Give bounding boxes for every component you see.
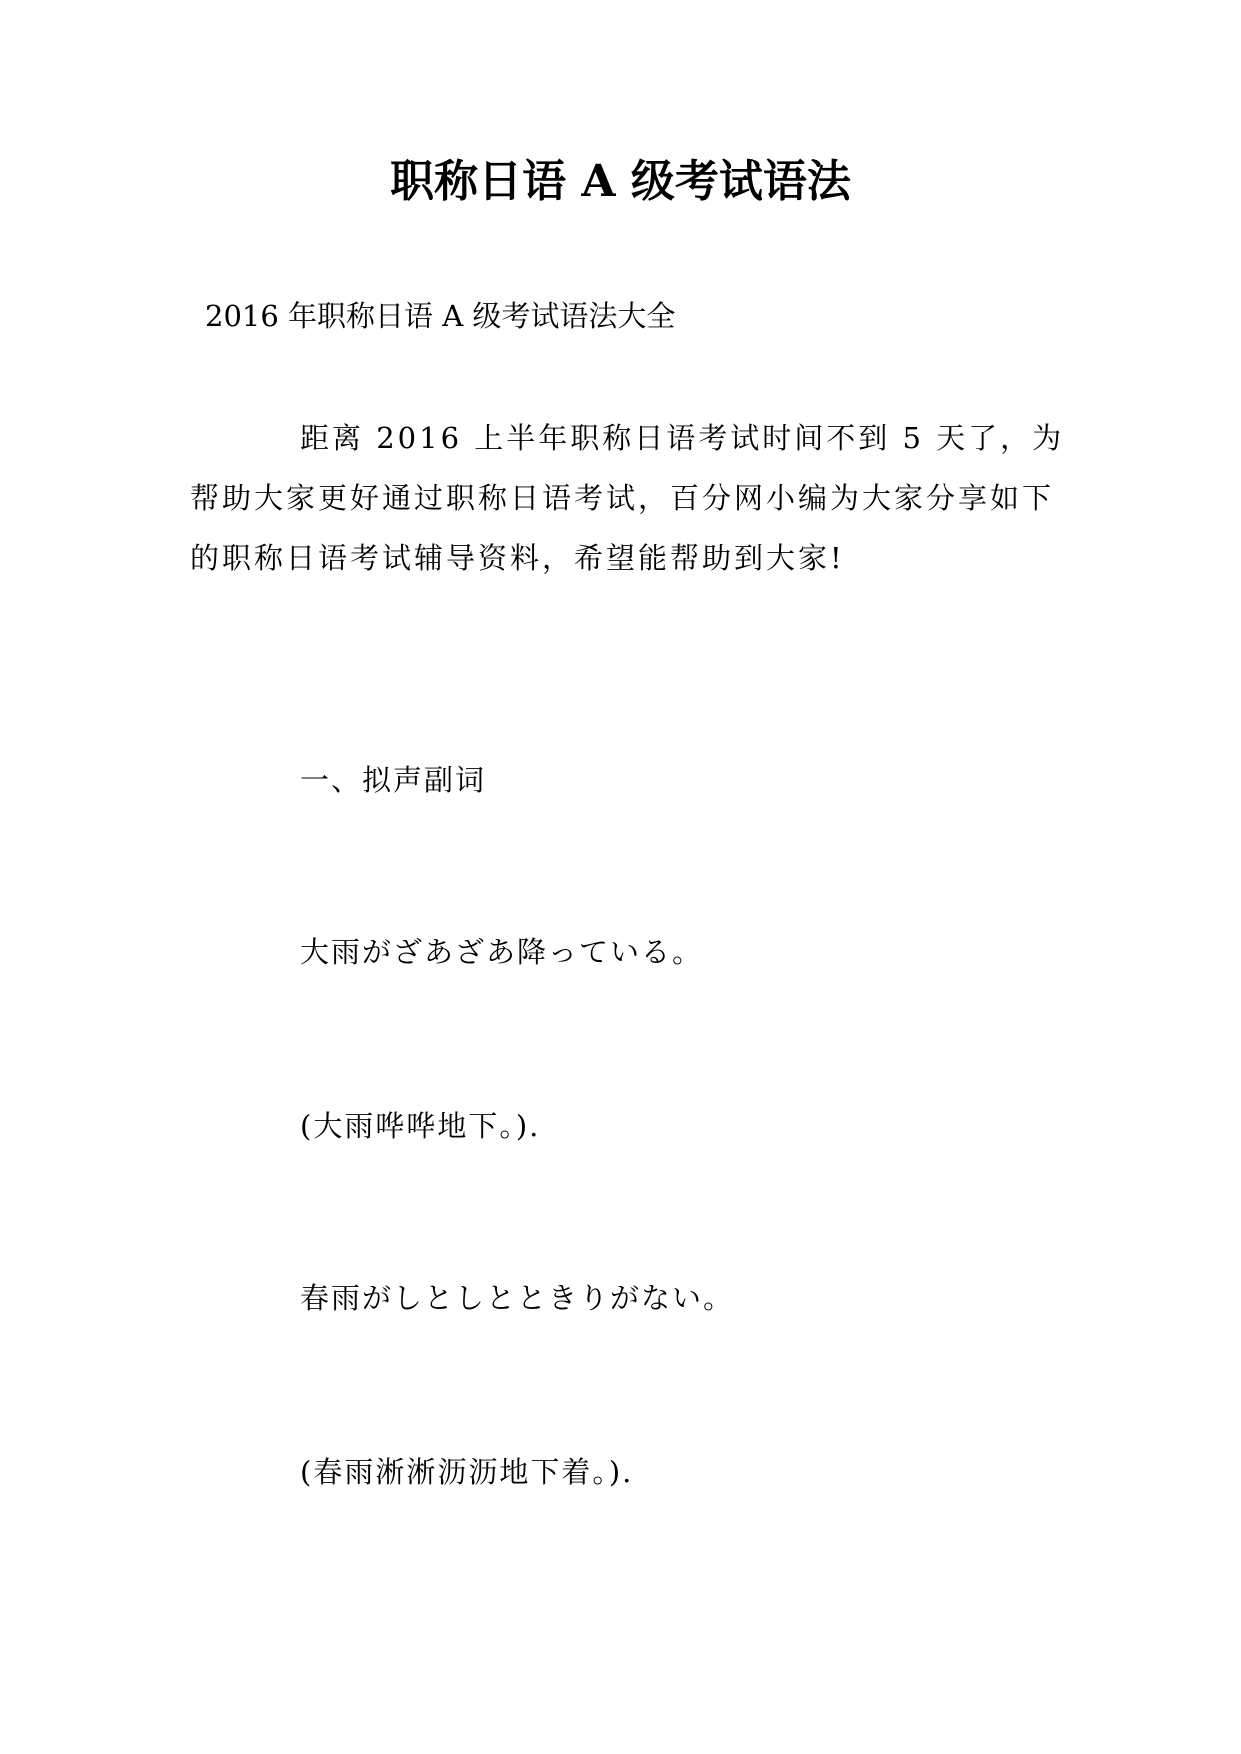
section-heading: 一、拟声副词 [300, 763, 487, 797]
intro-paragraph: 距离 2016 上半年职称日语考试时间不到 5 天了，为帮助大家更好通过职称日语考试，百分网小编为大家分享如下的职称日语考试辅导资料，希望能帮助到大家! [190, 421, 1065, 575]
example-sentence-2: 春雨がしとしとときりがない。 [300, 1281, 735, 1315]
document-title: 职称日语 A 级考试语法 [390, 156, 851, 207]
example-translation-1: (大雨哗哗地下。). [300, 1109, 541, 1143]
example-translation-2: (春雨淅淅沥沥地下着。). [300, 1455, 634, 1489]
document-subtitle: 2016 年职称日语 A 级考试语法大全 [205, 299, 676, 333]
example-sentence-1: 大雨がざあざあ降っている。 [300, 935, 704, 969]
